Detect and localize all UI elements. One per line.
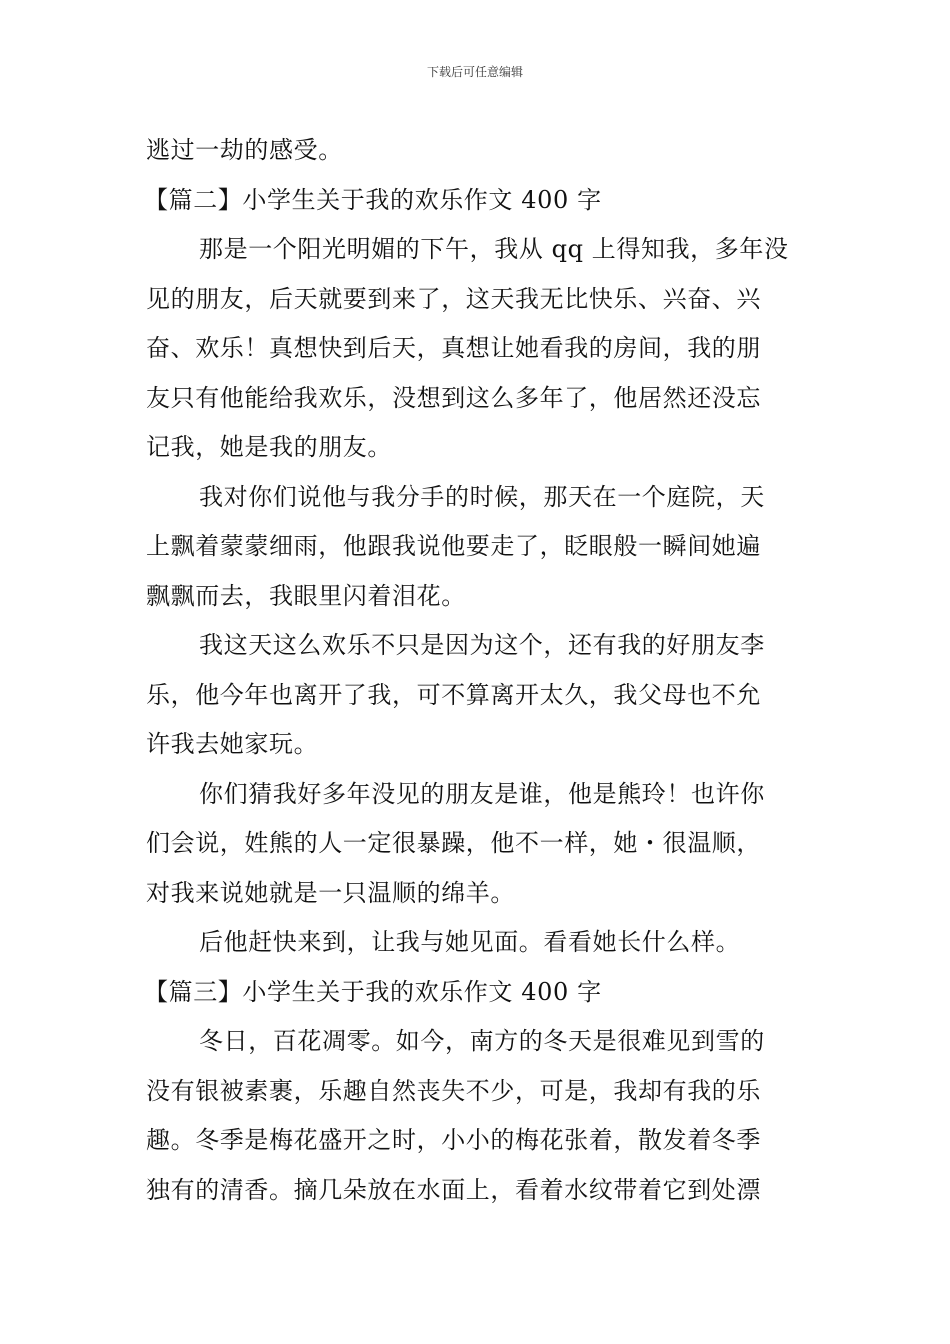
text-line: 对我来说她就是一只温顺的绵羊。 xyxy=(146,878,515,907)
section-heading-3: 【篇三】小学生关于我的欢乐作文 400 字 xyxy=(144,977,602,1006)
paragraph-first-line: 你们猜我好多年没见的朋友是谁，他是熊玲！也许你 xyxy=(199,779,765,808)
text-line: 友只有他能给我欢乐，没想到这么多年了，他居然还没忘 xyxy=(146,383,761,412)
text-line: 记我，她是我的朋友。 xyxy=(146,433,392,461)
text-line: 逃过一劫的感受。 xyxy=(146,136,343,164)
paragraph-first-line: 那是一个阳光明媚的下午，我从 qq 上得知我，多年没 xyxy=(199,235,789,263)
text-line: 乐，他今年也离开了我，可不算离开太久，我父母也不允 xyxy=(146,680,761,709)
paragraph-first-line: 冬日，百花凋零。如今，南方的冬天是很难见到雪的 xyxy=(199,1027,765,1055)
text-line: 们会说，姓熊的人一定很暴躁，他不一样，她・很温顺， xyxy=(146,829,761,857)
text-line: 独有的清香。摘几朵放在水面上，看着水纹带着它到处漂 xyxy=(146,1175,761,1204)
text-line: 上飘着蒙蒙细雨，他跟我说他要走了，眨眼般一瞬间她遍 xyxy=(146,532,761,560)
document-body xyxy=(146,126,808,1215)
text-line: 飘飘而去，我眼里闪着泪花。 xyxy=(146,581,466,610)
text-line: 许我去她家玩。 xyxy=(146,730,319,758)
text-line: 没有银被素裹，乐趣自然丧失不少，可是，我却有我的乐 xyxy=(146,1076,761,1105)
text-line: 奋、欢乐！真想快到后天，真想让她看我的房间，我的朋 xyxy=(146,334,761,362)
paragraph-first-line: 我对你们说他与我分手的时候，那天在一个庭院，天 xyxy=(199,482,765,511)
paragraph-first-line: 我这天这么欢乐不只是因为这个，还有我的好朋友李 xyxy=(199,631,765,659)
section-heading-2: 【篇二】小学生关于我的欢乐作文 400 字 xyxy=(144,185,602,214)
page-header: 下载后可任意编辑 xyxy=(426,65,523,79)
paragraph-first-line: 后他赶快来到，让我与她见面。看看她长什么样。 xyxy=(199,928,741,956)
text-line: 趣。冬季是梅花盛开之时，小小的梅花张着，散发着冬季 xyxy=(146,1126,761,1154)
text-line: 见的朋友，后天就要到来了，这天我无比快乐、兴奋、兴 xyxy=(146,284,761,313)
